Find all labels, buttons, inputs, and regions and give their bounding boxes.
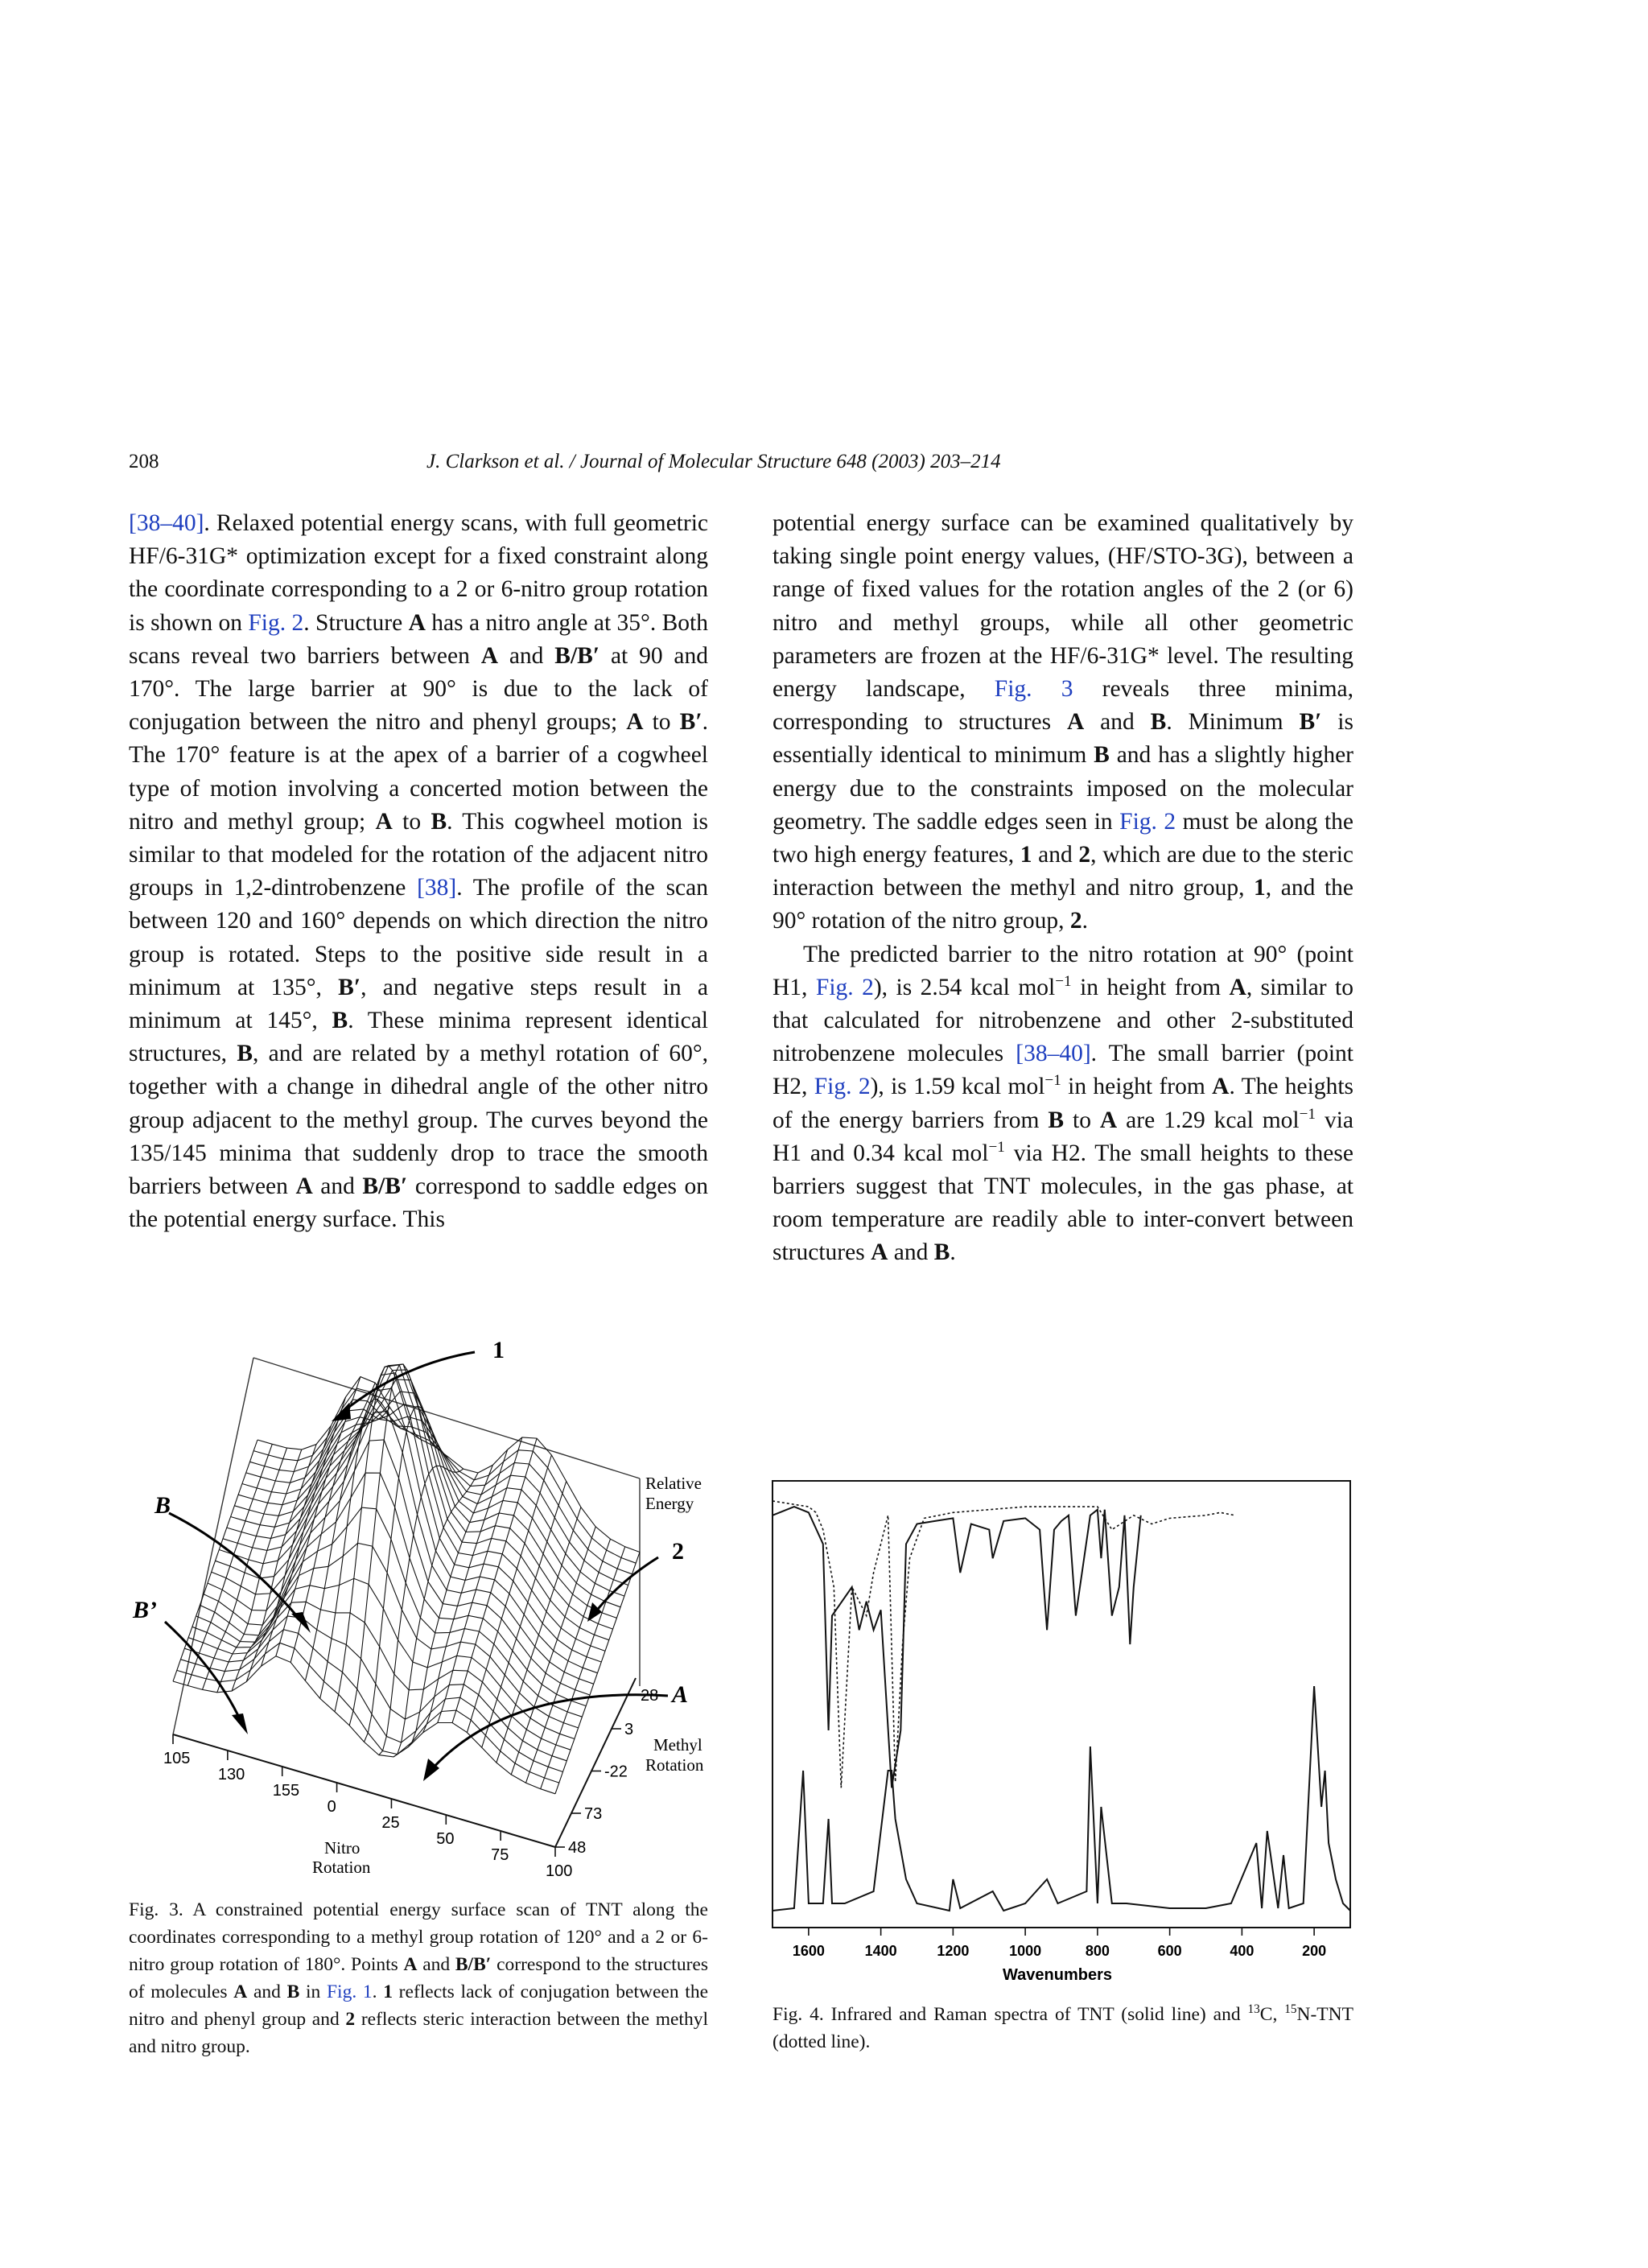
methyl-rotation-label: Rotation [645,1755,704,1775]
methyl-tick-label: 3 [624,1721,634,1738]
x-tick-label: 800 [1085,1943,1110,1959]
figure-4-caption: Fig. 4. Infrared and Raman spectra of TNT (solid line) and $^{13}$C, $^{15}$N-TNT (dotted line). [772,2002,1353,2052]
label-A: A [672,1681,689,1708]
mesh-line [177,1643,559,1783]
nitro-tick-label: 155 [272,1782,300,1800]
label-B: B [154,1492,171,1519]
right-column-text [772,507,1353,1270]
citation-link[interactable]: [38–40] [1016,1041,1091,1067]
running-title: J. Clarkson et al. / Journal of Molecular Structure 648 (2003) 203–214 [426,451,1001,472]
plot-frame [772,1481,1350,1928]
nitro-tick-label: 75 [491,1846,509,1864]
paragraph: [38–40]. Relaxed potential energy scans, with full geometric HF/6-31G* optimization except for a fixed constraint along the coordinate corresponding to a 2 or 6-nitro group rotation is shown on Fig. 2. Structure A has a nitro angle at 35°. Both scans reveal two barriers between A and B/B′ at 90 and 170°. The large barrier at 90° is due to the lack of conjugation between the nitro and phenyl groups; A to B′. The 170° feature is at the apex of a barrier of a cogwheel type of motion involving a concerted motion between the nitro and methyl group; A to B. This cogwheel motion is similar to that modeled for the rotation of the adjacent nitro groups in 1,2-dintrobenzene [38]. The profile of the scan between 120 and 160° depends on which direction the nitro group is rotated. Steps to the positive side result in a minimum at 135°, B′, and negative steps result in a minimum at 145°, B. These minima represent identical structures, B, and are related by a methyl rotation of 60°, together with a change in dihedral angle of the other nitro group adjacent to the methyl group. The curves beyond the 135/145 minima that suddenly drop to trace the smooth barriers between A and B/B′ correspond to saddle edges on the potential energy surface. This [129,510,708,1233]
x-tick-label: 1000 [1009,1943,1042,1959]
figure-link[interactable]: Fig. 2 [815,974,874,1000]
x-tick-label: 1200 [937,1943,970,1959]
citation-link[interactable]: [38–40] [129,510,204,536]
mesh-line [173,1440,258,1681]
methyl-rotation-label: Methyl [653,1735,702,1755]
relative-energy-label: Energy [645,1494,694,1513]
figure-3-surface-plot [121,1332,716,1887]
nitro-tick-label: 105 [163,1750,191,1767]
nitro-tick-label: 50 [436,1830,455,1848]
figure-3-caption: Fig. 3. A constrained potential energy surface scan of TNT along the coordinates corresponding to a methyl group rotation of 120° and a 2 or 6-nitro group rotation of 180°. Points A and B/B′ correspond to the structures of molecules A and B in Fig. 1. 1 reflects lack of conjugation between the nitro and phenyl group and 2 reflects steric interaction between the methyl and nitro group. [129,1899,709,2057]
figure-link[interactable]: Fig. 1 [326,1981,373,2002]
mesh-line [232,1445,316,1692]
page-number: 208 [129,451,159,472]
series-line-infrared-dotted [772,1501,1234,1788]
citation-link[interactable]: [38] [417,875,457,901]
nitro-rotation-label: Rotation [312,1858,371,1877]
mesh-line [320,1399,405,1698]
mesh-line [393,1473,478,1757]
x-axis-label: Wavenumbers [1003,1966,1112,1984]
label-2: 2 [672,1538,684,1565]
mesh-line [187,1444,272,1685]
x-tick-label: 600 [1157,1943,1182,1959]
x-tick-label: 1600 [792,1943,825,1959]
label-Bprime: B’ [133,1597,157,1623]
relative-energy-label: Relative [645,1474,702,1493]
mesh-line [250,1400,632,1574]
figure-link[interactable]: Fig. 2 [1119,808,1176,835]
left-column-text [129,507,708,1236]
methyl-tick-label: 73 [584,1805,603,1823]
arrow-1 [342,1352,475,1412]
methyl-tick-label: 28 [641,1687,659,1705]
figure-4-spectra-chart [768,1477,1360,1992]
x-tick-label: 400 [1230,1943,1255,1959]
nitro-tick-label: 0 [327,1798,336,1816]
series-line-infrared-solid [772,1507,1141,1788]
figure-link[interactable]: Fig. 2 [248,609,304,636]
nitro-tick-label: 130 [217,1766,245,1783]
mesh-line [423,1449,508,1733]
x-tick-label: 1400 [864,1943,897,1959]
methyl-tick-label: 48 [568,1839,587,1857]
nitro-rotation-label: Nitro [324,1838,360,1858]
paragraph: potential energy surface can be examined qualitatively by taking single point energy values, (HF/STO-3G), between a range of fixed values for the rotation angles of the 2 (or 6) nitro and methyl groups, while all other geometric parameters are frozen at the HF/6-31G* level. The resulting energy landscape, Fig. 3 reveals three minima, corresponding to structures A and B. Minimum B′ is essentially identical to minimum B and has a slightly higher energy due to the constraints imposed on the molecular geometry. The saddle edges seen in Fig. 2 must be along the two high energy features, 1 and 2, which are due to the steric interaction between the methyl and nitro group, 1, and the 90° rotation of the nitro group, 2. [772,510,1354,934]
mesh-line [181,1630,563,1772]
mesh-line [408,1465,492,1746]
mesh-line [192,1578,575,1738]
methyl-tick-label: -22 [604,1763,628,1781]
x-tick-label: 200 [1302,1943,1327,1959]
figure-link[interactable]: Fig. 2 [814,1074,871,1100]
figure-link[interactable]: Fig. 3 [994,676,1073,703]
mesh-line [217,1449,302,1693]
nitro-tick-label: 25 [381,1814,400,1832]
nitro-tick-label: 100 [546,1862,573,1880]
paragraph: The predicted barrier to the nitro rotation at 90° (point H1, Fig. 2), is 2.54 kcal mol$^{-1}$ in height from A, similar to that calculated for nitrobenzene and other 2-substituted nitrobenzene molecules [38–40]. The small barrier (point H2, Fig. 2), is 1.59 kcal mol$^{-1}$ in height from A. The heights of the energy barriers from B to A are 1.29 kcal mol$^{-1}$ via H1 and 0.34 kcal mol$^{-1}$ via H2. The small heights to these barriers suggest that TNT molecules, in the gas phase, at room temperature are readily able to inter-convert between structures A and B. [772,941,1354,1266]
label-1: 1 [492,1337,505,1363]
series-line-raman-solid [772,1686,1350,1911]
